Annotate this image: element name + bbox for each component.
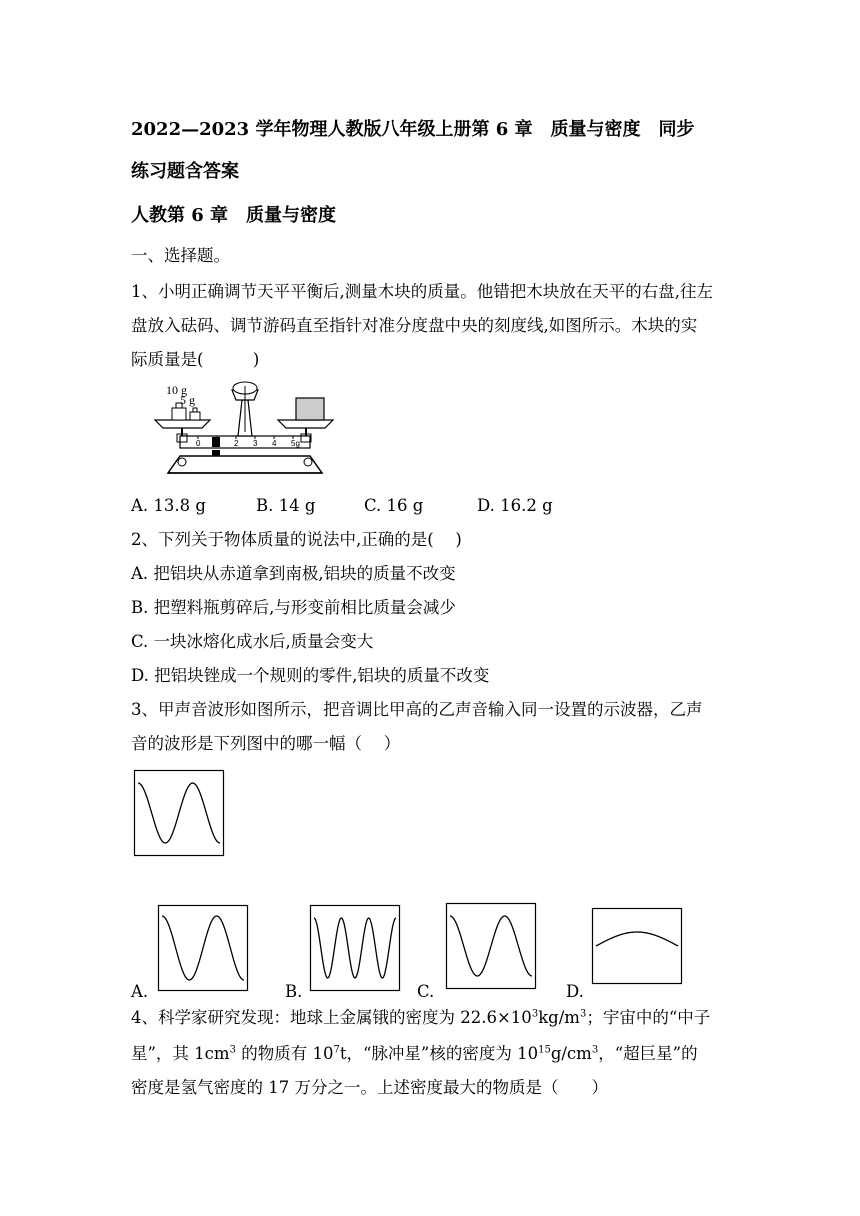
- q3-label-a[interactable]: A.: [131, 982, 149, 1001]
- q1-option-a[interactable]: A. 13.8 g: [131, 496, 206, 515]
- scale-tick-label: 1: [215, 439, 220, 448]
- q4-stem-line3: 密度是氢气密度的 17 万分之一。上述密度最大的物质是（ ）: [131, 1078, 608, 1097]
- balance-figure: [150, 378, 340, 478]
- q3-stem-line1: 3、甲声音波形如图所示，把音调比甲高的乙声音输入同一设置的示波器，乙声: [131, 700, 703, 719]
- chapter-heading: 人教第 6 章 质量与密度: [131, 205, 337, 226]
- q3-label-d[interactable]: D.: [566, 982, 584, 1001]
- scale-tick-label: 2: [234, 439, 239, 448]
- q3-stem-line2: 音的波形是下列图中的哪一幅（ ）: [131, 734, 401, 753]
- q3-label-c[interactable]: C.: [417, 982, 435, 1001]
- waveform-a: [158, 905, 248, 991]
- q1-stem-line1: 1、小明正确调节天平平衡后,测量木块的质量。他错把木块放在天平的右盘,往左: [131, 282, 713, 301]
- q1-stem-line2: 盘放入砝码、调节游码直至指针对准分度盘中央的刻度线,如图所示。木块的实: [131, 316, 698, 335]
- q4-stem-line1: 4、科学家研究发现：地球上金属锇的密度为 $22.6\times 10^3kg/m^3$；宇宙中的“中子: [131, 1008, 711, 1027]
- q2-stem: 2、下列关于物体质量的说法中,正确的是( ): [131, 530, 462, 549]
- q2-option-c[interactable]: C. 一块冰熔化成水后,质量会变大: [131, 632, 374, 651]
- waveform-d: [592, 908, 682, 984]
- waveform-b: [310, 905, 400, 991]
- weight-10g-label: 10 g: [166, 383, 187, 397]
- scale-tick-label: 5g: [291, 439, 300, 448]
- q1-stem-line3: 际质量是( ): [131, 350, 260, 369]
- scale-tick-label: 4: [272, 439, 277, 448]
- scale-tick-label: 3: [253, 439, 258, 448]
- q3-label-b[interactable]: B.: [285, 982, 303, 1001]
- scale-tick-label: 0: [196, 439, 201, 448]
- q1-option-b[interactable]: B. 14 g: [256, 496, 316, 515]
- waveform-jia: [134, 770, 224, 856]
- weight-5g-label: 5 g: [180, 393, 195, 407]
- q1-option-d[interactable]: D. 16.2 g: [477, 496, 553, 515]
- q1-option-c[interactable]: C. 16 g: [364, 496, 424, 515]
- q2-option-d[interactable]: D. 把铝块锉成一个规则的零件,铝块的质量不改变: [131, 666, 490, 685]
- q2-option-a[interactable]: A. 把铝块从赤道拿到南极,铝块的质量不改变: [131, 564, 456, 583]
- q4-stem-line2: 星”，其 $1cm^3$ 的物质有 $10^7t$，“脉冲星”核的密度为 $10^{15}g/cm^3$，“超巨星”的: [131, 1044, 698, 1063]
- waveform-c: [446, 903, 536, 989]
- section-heading: 一、选择题。: [131, 246, 230, 265]
- q2-option-b[interactable]: B. 把塑料瓶剪碎后,与形变前相比质量会减少: [131, 598, 456, 617]
- doc-title-line2: 练习题含答案: [131, 161, 239, 182]
- doc-title-line1: 2022—2023 学年物理人教版八年级上册第 6 章 质量与密度 同步: [131, 119, 695, 140]
